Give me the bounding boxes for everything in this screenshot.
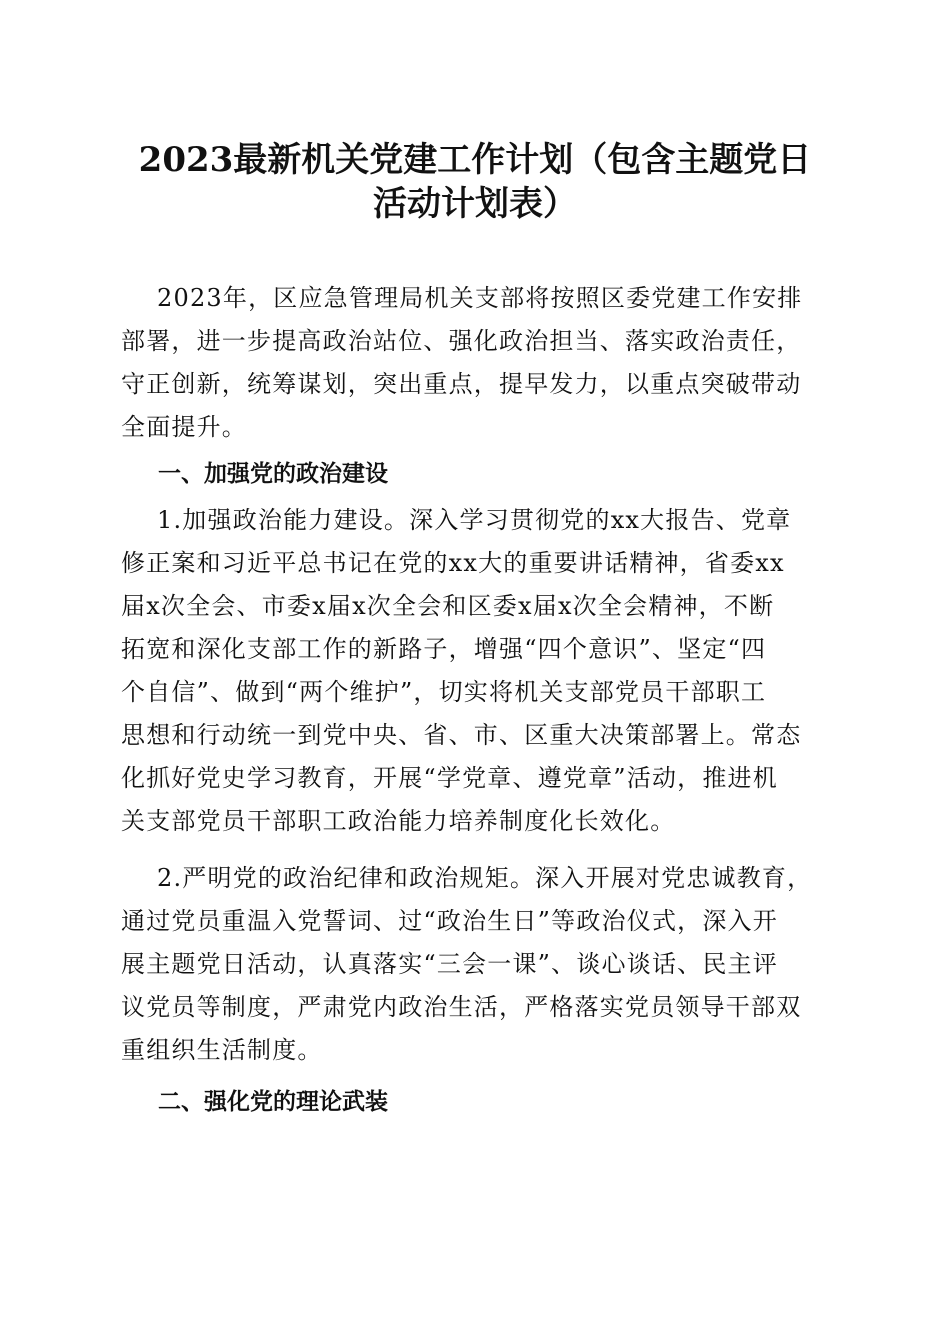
paragraph-line: 届x次全会、市委x届x次全会和区委x届x次全会精神，不断 [121,592,775,620]
paragraph-line: 部署，进一步提高政治站位、强化政治担当、落实政治责任， [121,327,802,355]
paragraph-line: 修正案和习近平总书记在党的xx大的重要讲话精神，省委xx [121,549,785,577]
item-1-paragraph [121,499,833,843]
paragraph-line: 议党员等制度，严肃党内政治生活，严格落实党员领导干部双 [121,993,802,1021]
item-2-paragraph [121,857,833,1072]
paragraph-line: 关支部党员干部职工政治能力培养制度化长效化。 [121,807,676,835]
paragraph-line: 2.严明党的政治纪律和政治规矩。深入开展对党忠诚教育， [157,864,813,892]
paragraph-line: 展主题党日活动，认真落实“三会一课”、谈心谈话、民主评 [121,950,778,978]
paragraph-line: 1.加强政治能力建设。深入学习贯彻党的xx大报告、党章 [157,506,792,534]
intro-paragraph [121,277,833,449]
paragraph-line: 拓宽和深化支部工作的新路子，增强“四个意识”、坚定“四 [121,635,767,663]
paragraph-line: 重组织生活制度。 [121,1036,323,1064]
section-heading-1: 一、加强党的政治建设 [158,461,388,487]
paragraph-line: 通过党员重温入党誓词、过“政治生日”等政治仪式，深入开 [121,907,778,935]
paragraph-line: 全面提升。 [121,413,247,441]
paragraph-line: 2023年，区应急管理局机关支部将按照区委党建工作安排 [157,284,803,312]
paragraph-line: 化抓好党史学习教育，开展“学党章、遵党章”活动，推进机 [121,764,778,792]
paragraph-line: 个自信”、做到“两个维护”，切实将机关支部党员干部职工 [121,678,767,706]
paragraph-line: 思想和行动统一到党中央、省、市、区重大决策部署上。常态 [121,721,802,749]
paragraph-line: 守正创新，统筹谋划，突出重点，提早发力，以重点突破带动 [121,370,802,398]
section-heading-2: 二、强化党的理论武装 [158,1089,388,1115]
document-title-line-1: 2023最新机关党建工作计划（包含主题党日 [138,140,812,180]
document-title-line-2: 活动计划表） [373,184,577,224]
